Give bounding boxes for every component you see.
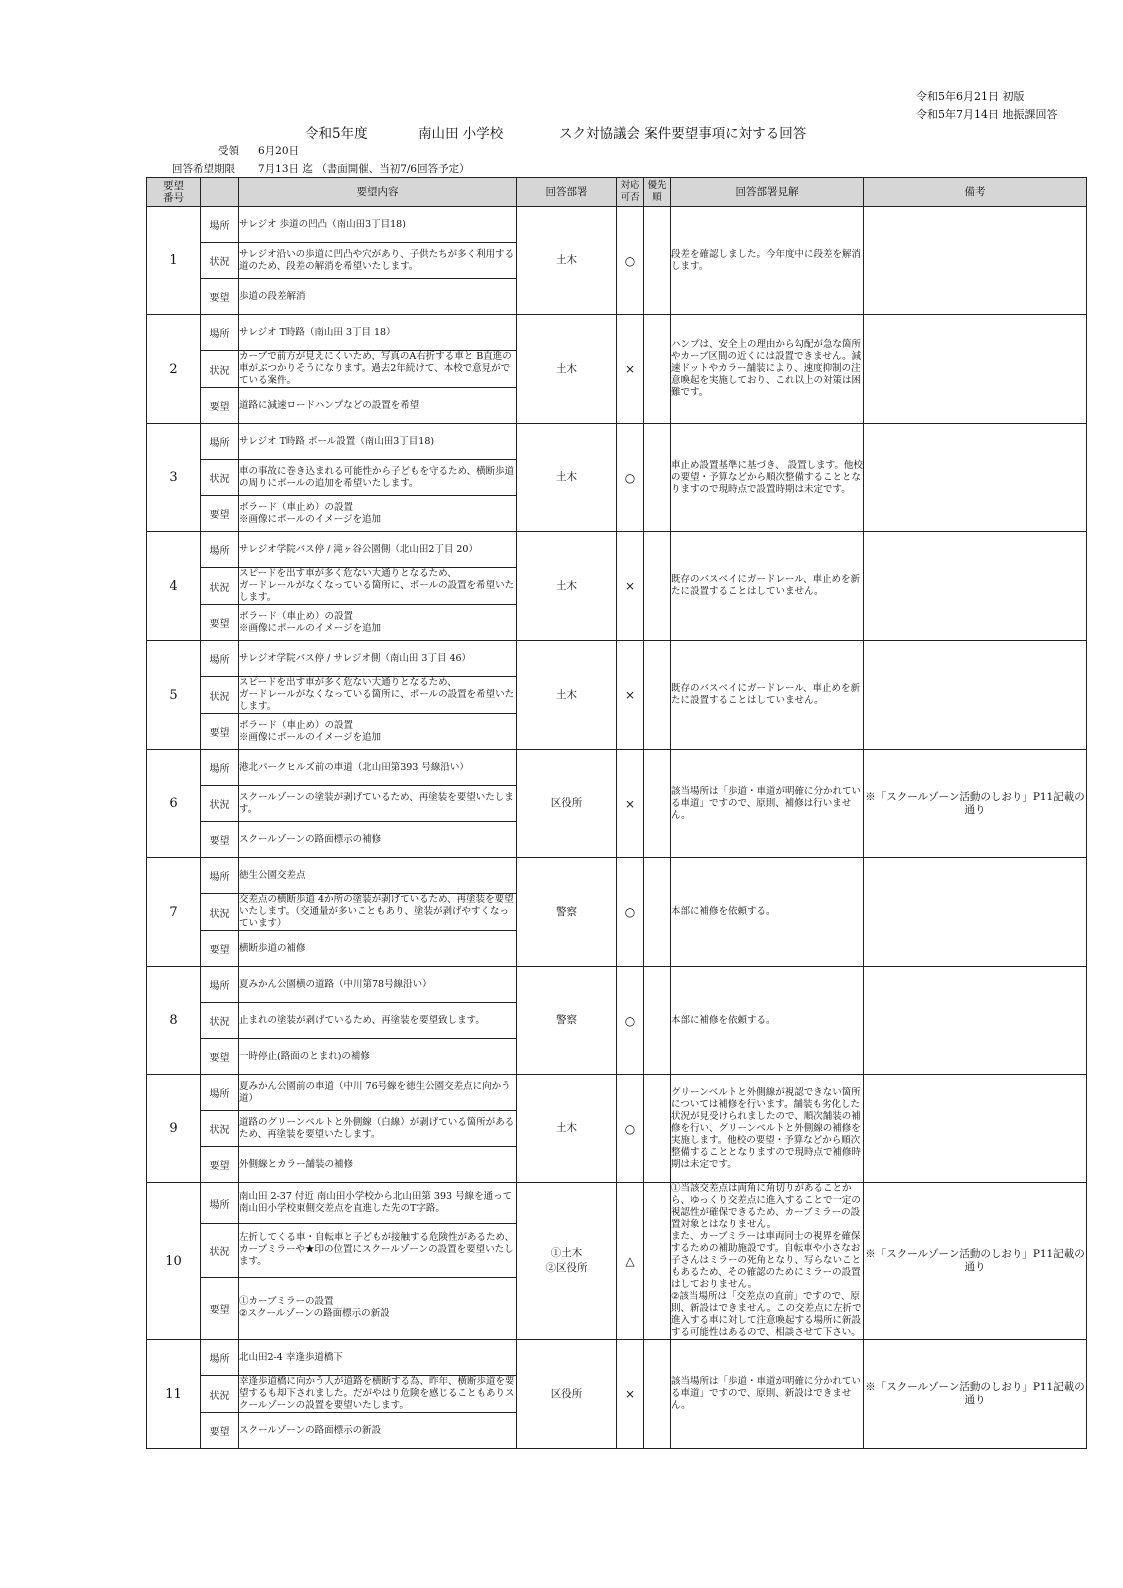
remark: ※「スクールゾーン活動のしおり」P11記載の通り [864,1183,1087,1340]
request-request: スクールゾーンの路面標示の新設 [239,1413,517,1449]
dept-opinion: 車止め設置基準に基づき、 設置します。他校の要望・予算などから順次整備することとなりますので現時点で設置時期は未定です。 [671,424,864,532]
table-row [147,1075,1087,1111]
col-remarks: 備考 [864,178,1087,207]
sub-label-place: 場所 [201,641,239,677]
dept-opinion: グリーンベルトと外側線が視認できない箇所については補修を行います。舗装も劣化した状況が見受けられましたので、順次舗装の補修を行い、グリーンベルトと外側線の補修を実施します。他校の要望・予算などから順次整備することとなりますので現時点で補修時期は未定です。 [671,1075,864,1183]
sub-label-place: 場所 [201,207,239,243]
table-row [147,532,1087,568]
table-row [147,858,1087,894]
request-number: 7 [147,858,201,967]
request-situation: カーブで前方が見えにくいため、写真のA右折する車と B直進の車がぶつかりそうになります。過去2年続けて、本校で意見がでている案件。 [239,351,517,388]
table-header [147,178,1087,207]
priority [644,1183,671,1340]
feasibility-mark: × [617,1340,644,1449]
sub-label-place: 場所 [201,858,239,894]
dept-opinion: ①当該交差点は両角に角切りがあることから、ゆっくり交差点に進入することで一定の視認性が確保できるため、カーブミラーの設置対象とはなりません。 また、カーブミラーは車両同士の視界を確保するための補助施設です。自転車や小さなお子さんはミラーの死角となり、写らないこともあるため、その確認のためにミラーの設置はしておりません。 ②該当場所は「交差点の直前」ですので、原則、新設はできません。この交差点に左折で進入する車に対して注意喚起する場所に新設する可能性はあるので、相談させて下さい。 [671,1183,862,1338]
request-request: ボラード（車止め）の設置 ※画像にポールのイメージを追加 [239,714,517,750]
answer-dept: 土木 [517,424,617,532]
request-request: 道路に減速ロードハンプなどの設置を希望 [239,388,517,424]
sub-label-situation: 状況 [201,243,239,279]
dept-opinion: 段差を確認しました。今年度中に段差を解消します。 [671,207,864,315]
request-table [146,177,1087,1449]
sub-label-place: 場所 [201,532,239,568]
priority [644,315,671,424]
priority [644,1340,671,1449]
first-edition-date: 令和5年6月21日 初版 [916,90,1025,103]
request-situation: 止まれの塗装が剥げているため、再塗装を要望致します。 [239,1003,517,1039]
feasibility-mark: × [617,641,644,750]
remark [864,315,1087,424]
dept-opinion: 該当場所は「歩道・車道が明確に分かれている車道」ですので、原則、補修は行いません。 [671,750,864,858]
feasibility-mark: ○ [617,207,644,315]
request-request: 歩道の段差解消 [239,279,517,315]
request-number: 10 [147,1183,201,1340]
request-number: 9 [147,1075,201,1183]
sub-label-request: 要望 [201,1277,239,1339]
sub-label-request: 要望 [201,1147,239,1183]
request-request: スクールゾーンの路面標示の補修 [239,822,517,858]
request-place: 南山田 2-37 付近 南山田小学校から北山田第 393 号線を通って南山田小学校東側交差点を直進した先のT字路。 [239,1183,517,1224]
priority [644,532,671,641]
request-request: 一時停止(路面のとまれ)の補修 [239,1039,517,1075]
table-row [147,967,1087,1003]
feasibility-mark: △ [617,1183,644,1340]
table-row [147,1340,1087,1376]
sub-label-place: 場所 [201,424,239,460]
request-number: 4 [147,532,201,641]
remark [864,1075,1087,1183]
answer-dept: 土木 [517,315,617,424]
remark: ※「スクールゾーン活動のしおり」P11記載の通り [864,750,1087,858]
remark [864,641,1087,750]
priority [644,750,671,858]
sub-label-request: 要望 [201,1413,239,1449]
sub-label-request: 要望 [201,1039,239,1075]
sub-label-place: 場所 [201,1340,239,1376]
title-year: 令和5年度 [305,126,368,142]
request-request: 横断歩道の補修 [239,931,517,967]
dept-opinion: 既存のバスベイにガードレール、車止めを新たに設置することはしていません。 [671,532,864,641]
sub-label-situation: 状況 [201,351,239,388]
answer-dept: 区役所 [517,750,617,858]
deadline-value: 7月13日 迄 （書面開催、当初7/6回答予定） [258,163,470,175]
answer-dept: 土木 [517,1075,617,1183]
sub-label-situation: 状況 [201,1111,239,1147]
remark [864,207,1087,315]
answer-dept: 警察 [517,967,617,1075]
answer-dept: ①土木 ②区役所 [517,1183,617,1340]
sub-label-request: 要望 [201,496,239,532]
col-feasibility: 対応 可否 [617,178,644,207]
dept-opinion: 本部に補修を依頼する。 [671,967,864,1075]
feasibility-mark: ○ [617,424,644,532]
sub-label-place: 場所 [201,967,239,1003]
request-number: 1 [147,207,201,315]
answer-dept: 土木 [517,532,617,641]
request-place: サレジオ T時路（南山田 3丁目 18） [239,315,517,351]
sub-label-situation: 状況 [201,1224,239,1278]
title-school: 南山田 小学校 [418,126,504,142]
col-dept-opinion: 回答部署見解 [671,178,864,207]
request-situation: 左折してくる車・自転車と子どもが接触する危険性があるため、カーブミラーや★印の位置にスクールゾーンの設置を要望いたします。 [239,1224,517,1278]
col-request-content: 要望内容 [239,178,517,207]
answer-dept: 土木 [517,641,617,750]
request-place: サレジオ T時路 ポール設置（南山田3丁目18) [239,424,517,460]
sub-label-request: 要望 [201,822,239,858]
priority [644,424,671,532]
priority [644,641,671,750]
sub-label-situation: 状況 [201,1003,239,1039]
request-situation: 幸逢歩道橋に向かう人が道路を横断する為、昨年、横断歩道を要望するも却下されました。だがやはり危険を感じることもありスクールゾーンの設置を要望いたします。 [239,1376,515,1411]
received-label: 受領 [218,145,239,157]
table-row [147,424,1087,460]
col-answer-dept: 回答部署 [517,178,617,207]
request-number: 6 [147,750,201,858]
feasibility-mark: ○ [617,1075,644,1183]
priority [644,858,671,967]
request-situation: 交差点の横断歩道 4か所の塗装が剥げているため、再塗装を要望いたします。（交通量が多いこともあり、塗装が剥げやすくなっています） [239,894,517,931]
remark [864,424,1087,532]
sub-label-place: 場所 [201,1075,239,1111]
sub-label-place: 場所 [201,750,239,786]
request-request: ボラード（車止め）の設置 ※画像にポールのイメージを追加 [239,605,517,641]
remark [864,858,1087,967]
sub-label-situation: 状況 [201,894,239,931]
table-row [147,207,1087,243]
received-value: 6月20日 [258,145,300,157]
sub-label-place: 場所 [201,1183,239,1224]
request-place: 夏みかん公園横の道路（中川第78号線沿い） [239,967,517,1003]
request-number: 11 [147,1340,201,1449]
sub-label-situation: 状況 [201,1376,239,1413]
priority [644,1075,671,1183]
col-request-no: 要望 番号 [147,178,201,207]
sub-label-place: 場所 [201,315,239,351]
request-situation: スピードを出す車が多く危ない大通りとなるため、 ガードレールがなくなっている箇所に、ポールの設置を希望いたします。 [239,677,517,714]
request-number: 5 [147,641,201,750]
table-row [147,641,1087,677]
answer-dept: 区役所 [517,1340,617,1449]
table-row [147,1183,1087,1224]
col-priority: 優先 順 [644,178,671,207]
request-request: ボラード（車止め）の設置 ※画像にポールのイメージを追加 [239,496,517,532]
title-council: スク対協議会 案件要望事項に対する回答 [559,126,807,142]
sub-label-request: 要望 [201,931,239,967]
request-number: 8 [147,967,201,1075]
request-place: 北山田2-4 幸逢歩道橋下 [239,1340,517,1376]
feasibility-mark: × [617,750,644,858]
request-situation: 車の事故に巻き込まれる可能性から子どもを守るため、横断歩道の周りにポールの追加を希望いたします。 [239,460,517,496]
request-place: 夏みかん公園前の車道（中川 76号線を徳生公園交差点に向かう道） [239,1075,517,1111]
table-body [147,207,1087,1449]
feasibility-mark: × [617,532,644,641]
request-place: サレジオ学院バス停 / 滝ヶ谷公園側（北山田2丁目 20） [239,532,517,568]
dept-opinion: ハンプは、安全上の理由から勾配が急な箇所やカーブ区間の近くには設置できません。減速ドットやカラー舗装により、速度抑制の注意喚起を実施しており、これ以上の対策は困難です。 [671,315,864,424]
sub-label-situation: 状況 [201,786,239,822]
dept-opinion: 本部に補修を依頼する。 [671,858,864,967]
sub-label-situation: 状況 [201,568,239,605]
request-request: 外側線とカラー舗装の補修 [239,1147,517,1183]
request-situation: サレジオ沿いの歩道に凹凸や穴があり、子供たちが多く利用する道のため、段差の解消を希望いたします。 [239,243,517,279]
sub-label-request: 要望 [201,279,239,315]
col-sublabel [201,178,239,207]
feasibility-mark: × [617,315,644,424]
answer-dept: 警察 [517,858,617,967]
sub-label-situation: 状況 [201,677,239,714]
dept-opinion: 該当場所は「歩道・車道が明確に分かれている車道」ですので、原則、新設はできません。 [671,1340,864,1449]
feasibility-mark: ○ [617,967,644,1075]
request-place: サレジオ 歩道の凹凸（南山田3丁目18) [239,207,517,243]
feasibility-mark: ○ [617,858,644,967]
table-row [147,750,1087,786]
dept-opinion: 既存のバスベイにガードレール、車止めを新たに設置することはしていません。 [671,641,864,750]
deadline-label: 回答希望期限 [172,163,235,175]
priority [644,967,671,1075]
request-situation: スクールゾーンの塗装が剥げているため、再塗装を要望いたします。 [239,786,517,822]
remark [864,532,1087,641]
sub-label-situation: 状況 [201,460,239,496]
remark [864,967,1087,1075]
sub-label-request: 要望 [201,714,239,750]
request-number: 3 [147,424,201,532]
answer-dept: 土木 [517,207,617,315]
sub-label-request: 要望 [201,388,239,424]
answer-date: 令和5年7月14日 地振課回答 [916,108,1058,121]
sub-label-request: 要望 [201,605,239,641]
request-place: 徳生公園交差点 [239,858,517,894]
request-request: ①カーブミラーの設置 ②スクールゾーンの路面標示の新設 [239,1277,517,1339]
table-row [147,315,1087,351]
request-situation: 道路のグリーンベルトと外側線（白線）が剥げている箇所があるため、再塗装を要望いたします。 [239,1111,517,1147]
request-place: 港北パークヒルズ前の車道（北山田第393 号線沿い） [239,750,517,786]
request-situation: スピードを出す車が多く危ない大通りとなるため、 ガードレールがなくなっている箇所に、ポールの設置を希望いたします。 [239,568,517,605]
request-place: サレジオ学院バス停 / サレジオ側（南山田 3丁目 46） [239,641,517,677]
priority [644,207,671,315]
request-number: 2 [147,315,201,424]
remark: ※「スクールゾーン活動のしおり」P11記載の通り [864,1340,1087,1449]
